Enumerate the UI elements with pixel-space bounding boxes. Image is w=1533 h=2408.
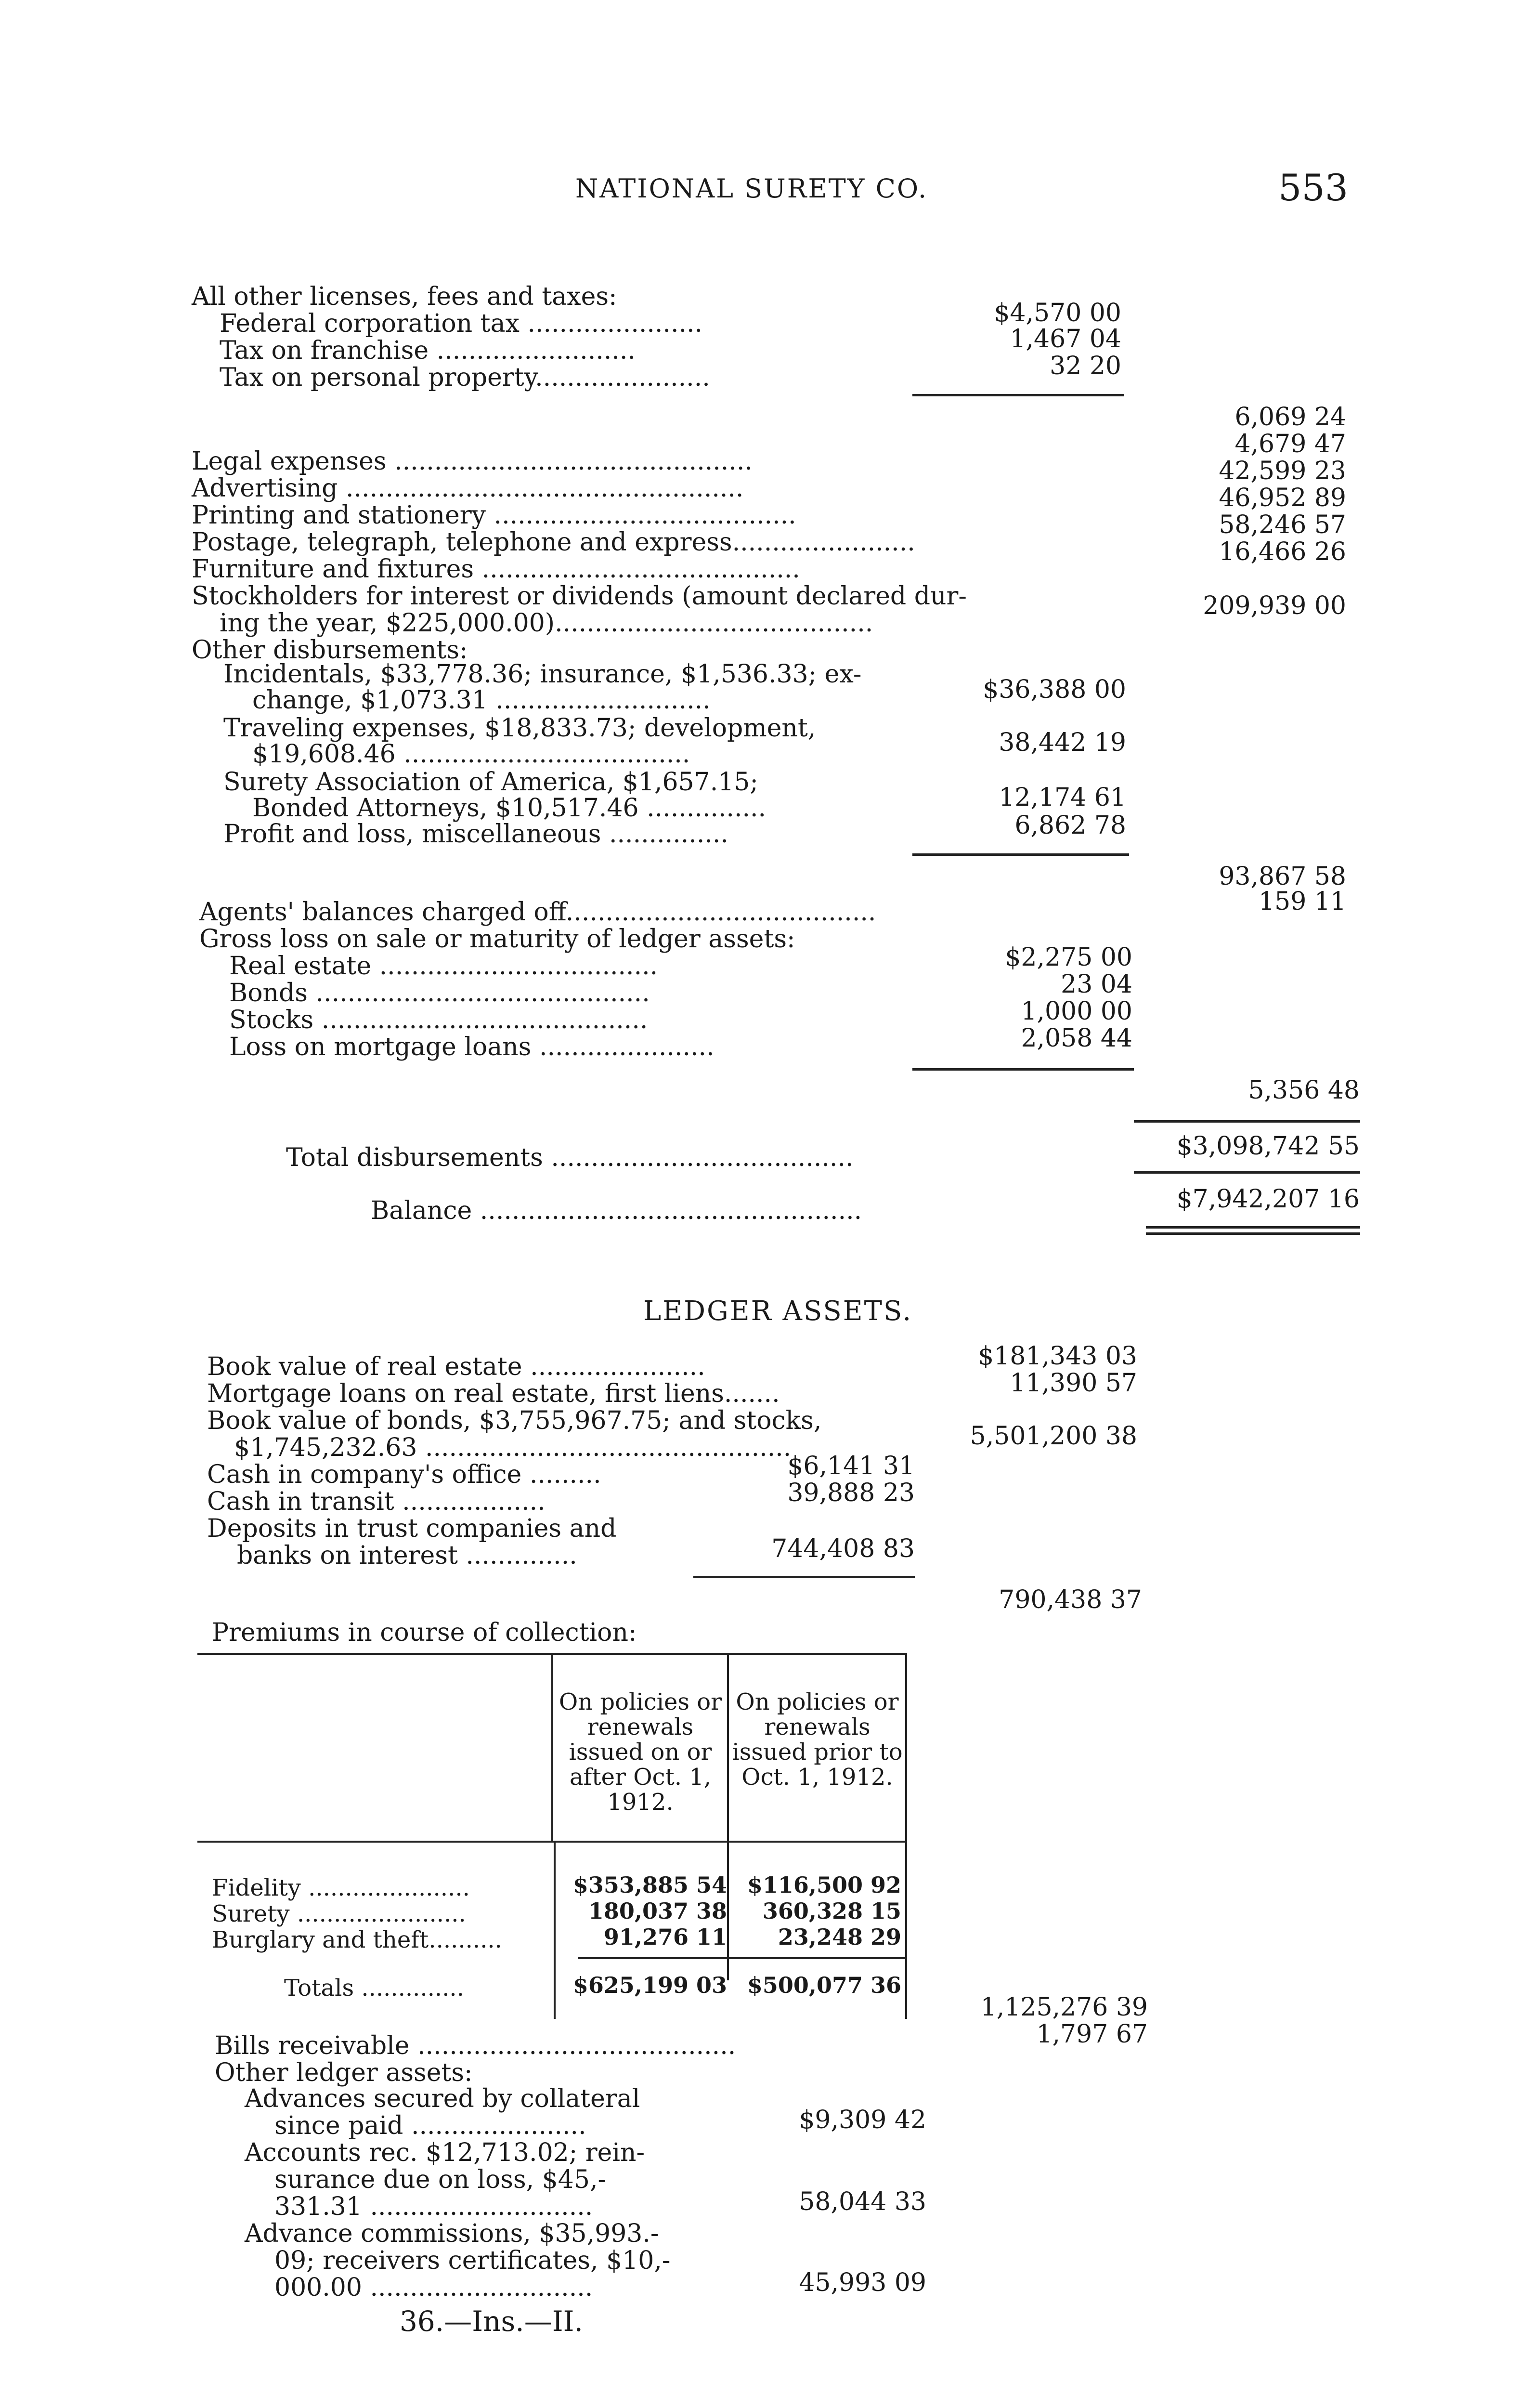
running-header: NATIONAL SURETY CO. bbox=[575, 173, 928, 204]
balance-amount: $7,942,207 16 bbox=[1176, 1185, 1360, 1214]
col-header-prior: On policies or renewals issued prior to Oct. 1, 1912. bbox=[732, 1688, 903, 1791]
gross-loss-label: Bonds .......................................... bbox=[229, 979, 650, 1008]
cash-amount: $6,141 31 bbox=[787, 1452, 915, 1480]
subtotal-rule bbox=[912, 1068, 1134, 1071]
expense-amount: 16,466 26 bbox=[1219, 537, 1346, 566]
cash-amount: 39,888 23 bbox=[787, 1479, 915, 1507]
cash-label: Cash in transit .................. bbox=[207, 1487, 546, 1516]
premium-total-value: $500,077 36 bbox=[747, 1972, 901, 1998]
ledger-label: $1,745,232.63 .............................................. bbox=[234, 1433, 792, 1462]
disbursement-line: $19,608.46 .................................... bbox=[252, 740, 690, 769]
ledger-label: Book value of real estate ...................... bbox=[207, 1352, 705, 1381]
expense-label: Postage, telegraph, telephone and express....................... bbox=[192, 528, 915, 557]
gross-loss-total: 5,356 48 bbox=[1248, 1076, 1360, 1105]
gross-loss-heading: Gross loss on sale or maturity of ledger assets: bbox=[199, 925, 795, 954]
total-disbursements-label: Total disbursements ...................................... bbox=[286, 1143, 854, 1172]
other-ledger-amount: 58,044 33 bbox=[799, 2187, 926, 2216]
tax-label: Federal corporation tax ...................... bbox=[220, 309, 703, 338]
other-ledger-line: Advances secured by collateral bbox=[245, 2084, 640, 2113]
table-totals-rule bbox=[578, 1957, 905, 1959]
gross-loss-amount: 2,058 44 bbox=[1021, 1024, 1132, 1053]
table-divider bbox=[905, 1841, 907, 2019]
other-ledger-line: Advance commissions, $35,993.- bbox=[245, 2219, 659, 2248]
tax-amount: 1,467 04 bbox=[1010, 325, 1121, 353]
expense-label: Furniture and fixtures ........................................ bbox=[192, 555, 800, 584]
premium-value: 180,037 38 bbox=[588, 1898, 727, 1924]
other-ledger-amount: 45,993 09 bbox=[799, 2268, 926, 2297]
table-divider bbox=[905, 1653, 907, 1841]
other-ledger-line: 331.31 ............................ bbox=[274, 2192, 593, 2221]
expense-amount: 58,246 57 bbox=[1219, 510, 1346, 539]
premium-value: 23,248 29 bbox=[778, 1924, 901, 1950]
premium-totals-label: Totals .............. bbox=[284, 1975, 464, 2002]
taxes-heading: All other licenses, fees and taxes: bbox=[192, 282, 617, 311]
ledger-amount: 5,501,200 38 bbox=[970, 1422, 1137, 1451]
other-disbursements-total: 93,867 58 bbox=[1219, 862, 1346, 891]
tax-label: Tax on personal property...................... bbox=[220, 363, 710, 392]
table-divider bbox=[551, 1653, 553, 1841]
premium-value: $116,500 92 bbox=[747, 1872, 901, 1898]
total-disbursements-amount: $3,098,742 55 bbox=[1176, 1132, 1360, 1161]
other-ledger-amount: $9,309 42 bbox=[799, 2106, 926, 2134]
stockholders-amount: 209,939 00 bbox=[1203, 591, 1346, 620]
expense-amount: 4,679 47 bbox=[1234, 430, 1346, 458]
disbursement-line: Profit and loss, miscellaneous ............... bbox=[223, 820, 728, 849]
ledger-amount: 11,390 57 bbox=[1010, 1369, 1137, 1398]
gross-loss-amount: 23 04 bbox=[1061, 970, 1132, 999]
double-rule bbox=[1146, 1226, 1360, 1235]
expense-label: Printing and stationery ...................................... bbox=[192, 501, 796, 530]
premiums-total: 1,125,276 39 bbox=[980, 1993, 1148, 2022]
cash-total: 790,438 37 bbox=[999, 1585, 1142, 1614]
tax-amount: $4,570 00 bbox=[994, 299, 1121, 327]
deposits-line: Deposits in trust companies and bbox=[207, 1514, 617, 1543]
deposits-amount: 744,408 83 bbox=[771, 1534, 915, 1563]
page-footer: 36.—Ins.—II. bbox=[400, 2305, 583, 2338]
cash-label: Cash in company's office ......... bbox=[207, 1460, 601, 1489]
taxes-total: 6,069 24 bbox=[1234, 403, 1346, 432]
ledger-label: Book value of bonds, $3,755,967.75; and stocks, bbox=[207, 1406, 822, 1435]
other-ledger-line: Accounts rec. $12,713.02; rein- bbox=[245, 2138, 645, 2167]
ledger-amount: $181,343 03 bbox=[978, 1342, 1137, 1371]
subtotal-rule bbox=[912, 394, 1124, 396]
balance-label: Balance ................................................ bbox=[371, 1196, 862, 1225]
subtotal-rule bbox=[693, 1576, 915, 1578]
tax-label: Tax on franchise ......................... bbox=[220, 336, 636, 365]
premium-row-label: Burglary and theft.......... bbox=[212, 1926, 502, 1953]
table-header-rule bbox=[197, 1841, 905, 1843]
disbursement-line: Surety Association of America, $1,657.15; bbox=[223, 768, 758, 797]
other-ledger-line: surance due on loss, $45,- bbox=[274, 2165, 607, 2194]
gross-loss-label: Loss on mortgage loans ...................... bbox=[229, 1033, 715, 1061]
premium-value: 91,276 11 bbox=[603, 1924, 727, 1950]
col-header-after: On policies or renewals issued on or after Oct. 1, 1912. bbox=[559, 1688, 722, 1816]
gross-loss-amount: 1,000 00 bbox=[1021, 997, 1132, 1026]
expense-amount: 46,952 89 bbox=[1219, 484, 1346, 512]
other-ledger-line: 09; receivers certificates, $10,- bbox=[274, 2246, 671, 2275]
disbursement-amount: 6,862 78 bbox=[1014, 811, 1126, 840]
expense-amount: 42,599 23 bbox=[1219, 457, 1346, 485]
premiums-heading: Premiums in course of collection: bbox=[212, 1618, 637, 1647]
disbursement-amount: 12,174 61 bbox=[999, 783, 1126, 812]
disbursement-amount: 38,442 19 bbox=[999, 728, 1126, 757]
table-divider bbox=[727, 1653, 729, 1980]
disbursement-line: Bonded Attorneys, $10,517.46 ............... bbox=[252, 794, 766, 823]
disbursement-line: Incidentals, $33,778.36; insurance, $1,536.33; ex- bbox=[223, 660, 862, 689]
table-divider bbox=[554, 1841, 556, 2019]
gross-loss-label: Stocks ......................................... bbox=[229, 1006, 648, 1034]
tax-amount: 32 20 bbox=[1050, 352, 1121, 380]
gross-loss-label: Real estate ................................... bbox=[229, 952, 658, 981]
premium-value: $353,885 54 bbox=[572, 1872, 727, 1898]
expense-label: Legal expenses ............................................. bbox=[192, 447, 753, 476]
subtotal-rule bbox=[912, 853, 1129, 856]
expense-label: Advertising .................................................. bbox=[192, 474, 744, 503]
other-ledger-line: since paid ...................... bbox=[274, 2111, 586, 2140]
bills-amount: 1,797 67 bbox=[1036, 2020, 1148, 2049]
disbursement-line: Traveling expenses, $18,833.73; development, bbox=[223, 714, 816, 743]
premium-value: 360,328 15 bbox=[762, 1898, 901, 1924]
deposits-line: banks on interest .............. bbox=[237, 1541, 577, 1570]
total-rule bbox=[1134, 1171, 1360, 1174]
premium-row-label: Surety ....................... bbox=[212, 1900, 466, 1927]
other-disbursements-heading: Other disbursements: bbox=[192, 636, 468, 665]
stockholders-line1: Stockholders for interest or dividends (amount declared dur- bbox=[192, 582, 967, 611]
ledger-label: Mortgage loans on real estate, first liens....... bbox=[207, 1379, 780, 1408]
stockholders-line2: ing the year, $225,000.00)........................................ bbox=[220, 609, 873, 638]
bills-label: Bills receivable ........................................ bbox=[215, 2031, 736, 2060]
other-ledger-line: 000.00 ............................ bbox=[274, 2273, 593, 2302]
disbursement-line: change, $1,073.31 ........................... bbox=[252, 686, 711, 715]
page-number: 553 bbox=[1278, 166, 1349, 209]
premium-table bbox=[197, 1653, 910, 2000]
agents-amount: 159 11 bbox=[1259, 887, 1346, 916]
gross-loss-amount: $2,275 00 bbox=[1005, 943, 1132, 972]
premium-row-label: Fidelity ...................... bbox=[212, 1874, 470, 1901]
disbursement-amount: $36,388 00 bbox=[983, 675, 1126, 704]
agents-label: Agents' balances charged off....................................... bbox=[199, 898, 876, 927]
premium-total-value: $625,199 03 bbox=[572, 1972, 727, 1998]
other-ledger-heading: Other ledger assets: bbox=[215, 2058, 473, 2087]
total-rule bbox=[1134, 1120, 1360, 1123]
ledger-assets-title: LEDGER ASSETS. bbox=[643, 1296, 913, 1327]
